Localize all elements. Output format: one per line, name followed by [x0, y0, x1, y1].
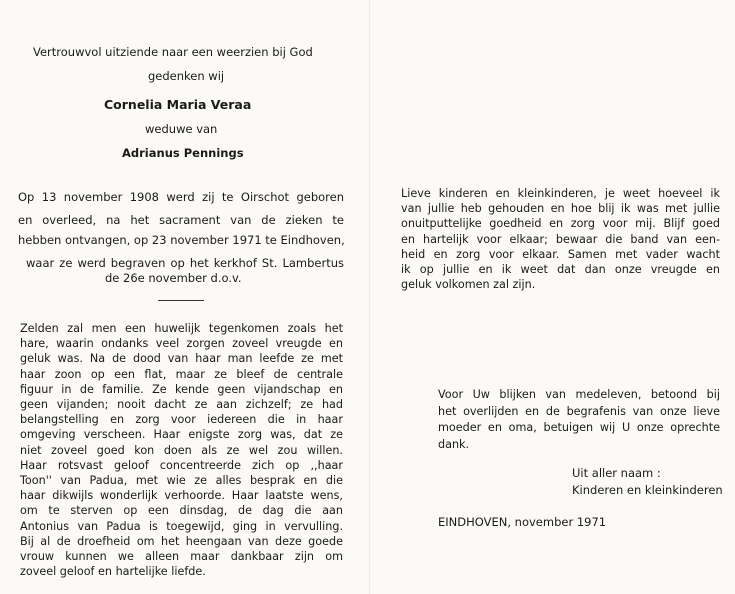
tribute-line: zoveel geloof en hartelijke liefde.	[20, 565, 206, 579]
tribute-line: geen vijanden; nooit dacht ze aan zichzelf; ze had	[20, 398, 343, 412]
tribute-line: Toon'' van Padua, met wie ze alles besprak en die	[20, 474, 343, 488]
biography-line: hebben ontvangen, op 23 november 1971 te Eindhoven,	[18, 233, 345, 247]
tribute-line: Zelden zal men een huwelijk tegenkomen zoals het	[20, 322, 343, 335]
remember-line: gedenken wij	[148, 69, 225, 83]
place-date: EINDHOVEN, november 1971	[438, 515, 607, 529]
message-paragraph	[401, 186, 720, 292]
tribute-line: Antonius van Padua is toegewijd, ging in vervulling.	[20, 519, 343, 533]
tribute-line: om te sterven op een dinsdag, de dag die aan	[20, 504, 343, 518]
tribute-paragraph	[20, 321, 343, 579]
section-divider	[158, 300, 204, 301]
message-line: geluk volkomen zal zijn.	[401, 278, 536, 292]
intro-line: Vertrouwvol uitziende naar een weerzien bij God	[33, 45, 313, 59]
tribute-line: vrouw kunnen we alleen maar dankbaar zijn om	[20, 550, 343, 564]
on-behalf-line: Uit aller naam :	[572, 466, 661, 480]
thanks-paragraph	[438, 387, 720, 453]
card-fold	[369, 0, 370, 594]
message-line: ik op jullie en ik weet dat dan onze vreugde en	[401, 263, 720, 277]
thanks-line: het overlijden en de begrafenis van onze lieve	[438, 404, 720, 418]
tribute-line: figuur in de familie. Ze kende geen vijandschap en	[20, 382, 343, 396]
widow-of-line: weduwe van	[145, 122, 218, 136]
tribute-line: hare, waarin ondanks veel zorgen zoveel vreugde en	[20, 337, 343, 351]
thanks-line: dank.	[438, 437, 470, 451]
husband-name: Adrianus Pennings	[122, 146, 244, 160]
tribute-line: haar dikwijls wonderlijk verhoorde. Haar laatste wens,	[20, 489, 343, 503]
message-line: Lieve kinderen en kleinkinderen, je weet hoeveel ik	[401, 187, 720, 200]
thanks-line: moeder en oma, betuigen wij U onze oprechte	[438, 421, 720, 434]
family-line: Kinderen en kleinkinderen	[572, 483, 723, 497]
biography-line: de 26e november d.o.v.	[105, 271, 242, 285]
biography-line: en overleed, na het sacrament van de zieken te	[18, 213, 344, 227]
tribute-line: geluk was. Na de dood van haar man leefde ze met	[20, 352, 343, 366]
message-line: onuitputtelijke goedheid en zorg voor mij. Blijf goed	[401, 217, 720, 231]
biography-line: waar ze werd begraven op het kerkhof St. Lambertus	[26, 256, 344, 270]
tribute-line: niet zoveel goed kon doen als ze wel zou willen.	[20, 443, 343, 457]
tribute-line: omgeving verscheen. Haar enigste zorg was, dat ze	[20, 428, 343, 442]
tribute-line: haar zoon op een flat, maar ze bleef de centrale	[20, 367, 343, 381]
tribute-line: belangstelling en zorg voor iedereen die in haar	[20, 413, 343, 427]
message-line: en hartelijk voor elkaar; bewaar die band van een-	[401, 232, 720, 246]
message-line: van jullie heb gehouden en hoe blij ik was met jullie	[401, 202, 720, 216]
biography-line: Op 13 november 1908 werd zij te Oirschot geboren	[18, 190, 344, 204]
tribute-line: Haar rotsvast geloof concentreerde zich op ,,haar	[20, 458, 343, 472]
message-line: heid en zorg voor elkaar. Samen met vader wacht	[401, 247, 720, 261]
deceased-name: Cornelia Maria Veraa	[104, 97, 252, 112]
tribute-line: Bij al de droefheid om het heengaan van deze goede	[20, 534, 343, 548]
thanks-line: Voor Uw blijken van medeleven, betoond bij	[438, 388, 720, 401]
